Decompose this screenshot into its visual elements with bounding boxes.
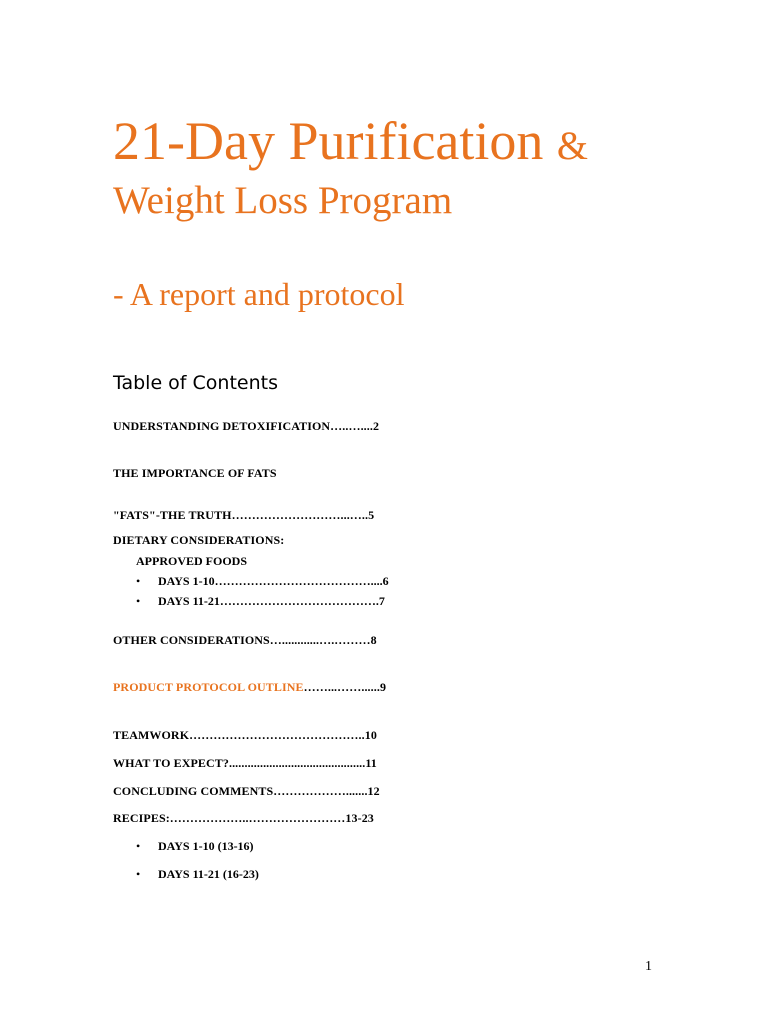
toc-entry-understanding: UNDERSTANDING DETOXIFICATION…..…....2 (113, 419, 380, 433)
toc-entry-recipes-days-11-21: DAYS 11-21 (16-23) (158, 867, 259, 881)
toc-heading: Table of Contents (113, 372, 278, 394)
bullet-icon: • (136, 594, 141, 608)
title-ampersand: & (556, 123, 589, 168)
toc-entry-importance-fats: THE IMPORTANCE OF FATS (113, 466, 277, 480)
toc-entry-product-label: PRODUCT PROTOCOL OUTLINE (113, 680, 304, 694)
toc-entry-days-1-10: DAYS 1-10…………………………………....6 (158, 574, 389, 588)
toc-entry-product-dots: ……...……......9 (303, 680, 387, 694)
toc-entry-fats-truth: "FATS"-THE TRUTH………………………...…..5 (113, 508, 375, 522)
toc-entry-recipes: RECIPES:………………..……………………13-23 (113, 811, 374, 825)
toc-entry-product-protocol (113, 679, 386, 695)
bullet-icon: • (136, 574, 141, 588)
toc-bullet-days-1-10 (136, 573, 389, 589)
toc-entry-concluding: CONCLUDING COMMENTS……………….......12 (113, 784, 380, 798)
page-number: 1 (645, 959, 652, 974)
toc-entry-teamwork: TEAMWORK……………………………………..10 (113, 728, 377, 742)
toc-bullet-days-11-21 (136, 593, 385, 609)
bullet-icon: • (136, 867, 141, 881)
toc-entry-other: OTHER CONSIDERATIONS…............….………8 (113, 633, 377, 647)
toc-entry-days-11-21: DAYS 11-21………………………………….7 (158, 594, 385, 608)
title-main: 21-Day Purification (113, 111, 544, 171)
subtitle: - A report and protocol (113, 276, 405, 312)
toc-entry-approved-foods: APPROVED FOODS (136, 554, 247, 568)
title-line-1 (113, 108, 588, 179)
title-line-2: Weight Loss Program (113, 179, 453, 222)
toc-entry-recipes-days-1-10: DAYS 1-10 (13-16) (158, 839, 254, 853)
toc-entry-what-to-expect: WHAT TO EXPECT?............................................11 (113, 756, 377, 770)
bullet-icon: • (136, 839, 141, 853)
toc-entry-dietary: DIETARY CONSIDERATIONS: (113, 533, 285, 547)
toc-bullet-recipes-days-11-21 (136, 866, 259, 882)
toc-bullet-recipes-days-1-10 (136, 838, 254, 854)
